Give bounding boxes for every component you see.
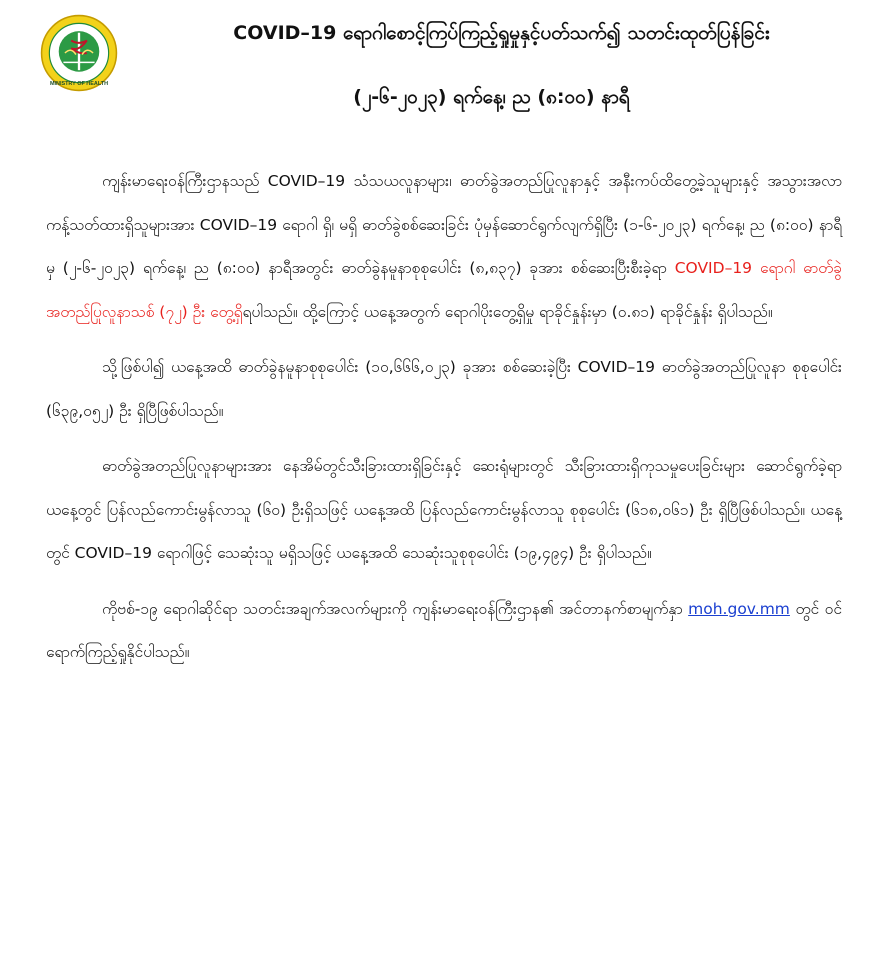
press-release-date: (၂-၆-၂၀၂၃) ရက်နေ့၊ ည (၈:၀၀) နာရီ bbox=[353, 86, 630, 108]
paragraph-text: တွင် ဝင်ရောက်ကြည့်ရှုနိုင်ပါသည်။ bbox=[46, 599, 842, 661]
paragraph-website bbox=[46, 588, 842, 675]
moh-website-link[interactable]: moh.gov.mm bbox=[688, 599, 790, 618]
paragraph-text: ကိုဗစ်-၁၉ ရောဂါဆိုင်ရာ သတင်းအချက်အလက်များကို ကျန်းမာရေးဝန်ကြီးဌာန၏ အင်တာနက်စာမျက်နှာ bbox=[102, 599, 689, 618]
press-release-body bbox=[46, 160, 842, 687]
paragraph-text: ကျန်းမာရေးဝန်ကြီးဌာနသည် COVID–19 သံသယလူနာများ၊ ဓာတ်ခွဲအတည်ပြုလူနာနှင့် အနီးကပ်ထိတွေ့ခဲ့သူများနှင့် အသွားအလာကန့်သတ်ထားရှိသူများအား COVID–19 ရောဂါ ရှိ၊ မရှိ ဓာတ်ခွဲစစ်ဆေးခြင်း ပုံမှန်ဆောင်ရွက်လျက်ရှိပြီး (၁-၆-၂၀၂၃) ရက်နေ့၊ ည (၈:၀၀) နာရီမှ (၂-၆-၂၀၂၃) ရက်နေ့၊ ည (၈:၀၀) နာရီအတွင်း ဓာတ်ခွဲနမူနာစုစုပေါင်း (၈,၈၃၇) ခုအား စစ်ဆေးပြီးစီးခဲ့ရာ bbox=[46, 172, 842, 277]
ministry-of-health-logo bbox=[40, 14, 118, 92]
press-release-title: COVID–19 ရောဂါစောင့်ကြပ်ကြည့်ရှုမှုနှင့်ပတ်သက်၍ သတင်းထုတ်ပြန်ခြင်း bbox=[233, 22, 770, 44]
paragraph-new-cases bbox=[46, 160, 842, 334]
new-cases-highlight: COVID–19 ရောဂါ ဓာတ်ခွဲအတည်ပြုလူနာသစ် (၇၂) ဦး တွေ့ရှိ bbox=[46, 259, 842, 321]
paragraph-recoveries-deaths: ဓာတ်ခွဲအတည်ပြုလူနာများအား နေအိမ်တွင်သီးခြားထားရှိခြင်းနှင့် ဆေးရုံများတွင် သီးခြားထားရှိကုသမှုပေးခြင်းများ ဆောင်ရွက်ခဲ့ရာ ယနေ့တွင် ပြန်လည်ကောင်းမွန်လာသူ (၆၀) ဦးရှိသဖြင့် ယနေ့အထိ ပြန်လည်ကောင်းမွန်လာသူ စုစုပေါင်း (၆၁၈,၀၆၁) ဦး ရှိပြီဖြစ်ပါသည်။ ယနေ့တွင် COVID–19 ရောဂါဖြင့် သေဆုံးသူ မရှိသဖြင့် ယနေ့အထိ သေဆုံးသူစုစုပေါင်း (၁၉,၄၉၄) ဦး ရှိပါသည်။ bbox=[46, 457, 842, 562]
svg-text:MINISTRY OF HEALTH: MINISTRY OF HEALTH bbox=[49, 80, 109, 87]
paragraph-text: ရပါသည်။ ထို့ကြောင့် ယနေ့အတွက် ရောဂါပိုးတွေ့ရှိမှု ရာခိုင်နှုန်းမှာ (၀.၈၁) ရာခိုင်နှုန်း ရှိပါသည်။ bbox=[242, 302, 773, 321]
paragraph-total-tests: သို့ဖြစ်ပါ၍ ယနေ့အထိ ဓာတ်ခွဲနမူနာစုစုပေါင်း (၁၀,၆၆၆,၀၂၃) ခုအား စစ်ဆေးခဲ့ပြီး COVID–19 ဓာတ်ခွဲအတည်ပြုလူနာ စုစုပေါင်း (၆၃၉,၀၅၂) ဦး ရှိပြီဖြစ်ပါသည်။ bbox=[46, 358, 842, 420]
